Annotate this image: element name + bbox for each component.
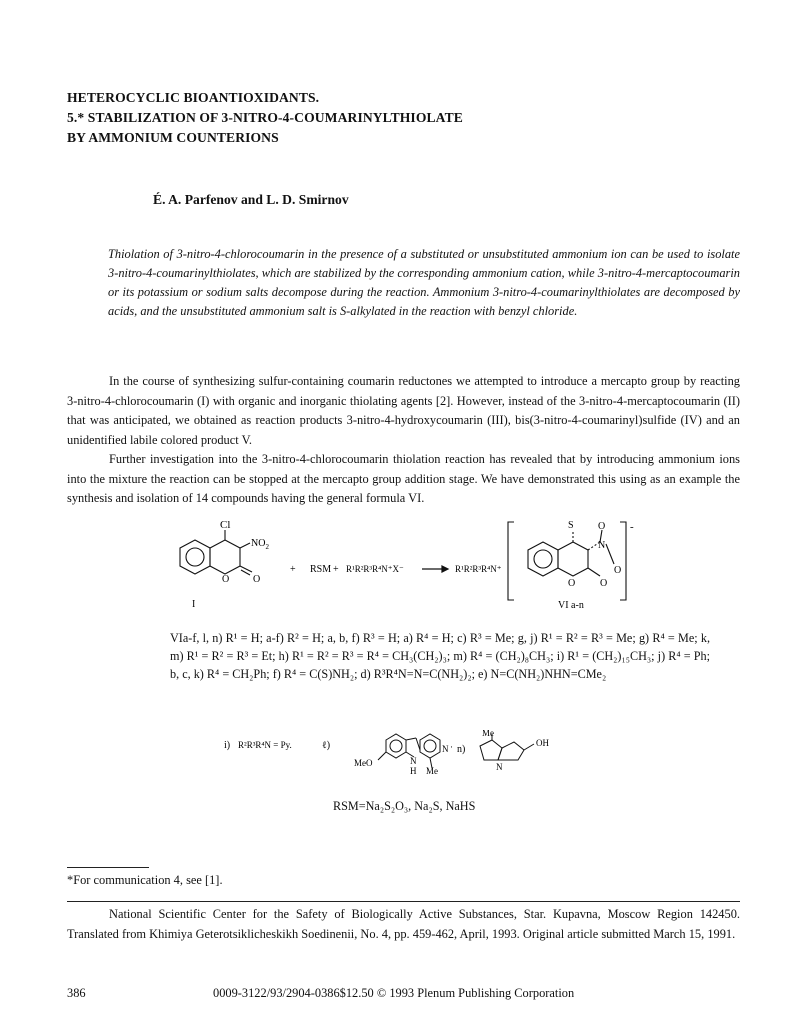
reaction-arrow <box>422 566 448 572</box>
bracket-left <box>508 522 514 600</box>
abstract: Thiolation of 3-nitro-4-chlorocoumarin in the presence of a substituted or unsubstituted ammonium ion can be used to isolate 3-nitro-4-coumarinylthiolates, which are stabilized by the corresponding ammonium cation, while 3-nitro-4-mercaptocoumarin or its potassium or sodium salts decompose during the reaction. Ammonium 3-nitro-4-coumarinylthiolates are decomposed by acids, and the unsubstituted ammonium salt is S-alkylated in the reaction with benzyl chloride. <box>108 247 740 318</box>
carbonyl-o-label: O <box>253 574 261 585</box>
nitro-n-label: N <box>598 540 606 551</box>
title-line-2: 5.* STABILIZATION OF 3-NITRO-4-COUMARINYLTHIOLATE <box>67 110 463 125</box>
substituent-definitions: VIa-f, l, n) R¹ = H; a-f) R² = H; a, b, f) R³ = H; a) R⁴ = H; c) R³ = Me; g, j) R¹ = R² = R³ = Me; g) R⁴ = Me; k, m) R¹ = R² = R³ = Et; h) R¹ = R² = R³ = R⁴ = CH₃(CH₂)₃; m) R⁴ = (CH₂)₈CH₃; i) R¹ = (CH₂)₁₅CH₃; j) R⁴ = Ph; b, c, k) R⁴ = CH₂Ph; f) R⁴ = C(S)NH₂; d) R³R⁴N=N=C(NH₂)₂; e) N=C(NH₂)NHN=CMe₂ <box>170 631 710 681</box>
product-ring-o: O <box>568 578 576 589</box>
label-l: ℓ) <box>322 740 331 751</box>
methyl-label: Me <box>426 766 438 776</box>
coumarin-I-structure <box>180 530 252 575</box>
no2-label: $NO_2$ <box>251 538 269 551</box>
title-line-3: BY AMMONIUM COUNTERIONS <box>67 130 279 145</box>
footnote: *For communication 4, see [1]. <box>67 873 223 887</box>
body-text <box>67 372 740 509</box>
compound-VI-label: VI a-n <box>558 600 584 611</box>
cl-label: Cl <box>220 520 231 531</box>
label-n: n) <box>457 744 466 755</box>
label-i: i) <box>224 740 231 751</box>
title-line-1: HETEROCYCLIC BIOANTIOXIDANTS. <box>67 90 320 105</box>
sulfur-label: S <box>568 520 574 531</box>
methyl-label-2: Me <box>482 730 494 738</box>
affiliation <box>67 905 740 944</box>
bracket-right <box>620 522 626 600</box>
page-number: 386 <box>67 986 86 1000</box>
product-VI-structure <box>528 530 614 576</box>
ring-o-label: O <box>222 574 230 585</box>
pyridine-formula: R²R³R⁴N = Py. <box>238 740 292 750</box>
methoxy-label: MeO <box>354 758 373 768</box>
affiliation-rule <box>67 901 740 902</box>
rsm-definition: RSM=Na₂S₂O₃, Na₂S, NaHS <box>333 799 476 813</box>
anion-charge: - <box>630 521 634 533</box>
lower-structures <box>210 730 590 790</box>
rsm-label: RSM <box>310 564 332 575</box>
pyrrolizidine-n-label: N <box>496 762 503 772</box>
indole-n-label: N <box>410 756 417 766</box>
salt-dot: · <box>450 742 453 752</box>
nitro-o-right: O <box>614 565 622 576</box>
article-title <box>67 88 463 148</box>
paragraph-1: In the course of synthesizing sulfur-containing coumarin reductones we attempted to introduce a mercapto group by reacting 3-nitro-4-chlorocoumarin (I) with organic and inorganic thiolating agents [2]. However, instead of the 3-nitro-4-mercaptocoumarin (II) that was anticipated, we obtained as reaction products 3-nitro-4-hydroxycoumarin (III), bis(3-nitro-4-coumarinyl)sulfide (IV) and an unidentified labile colored product V. <box>67 374 740 447</box>
indole-h-label: H <box>410 766 417 776</box>
plus-sign-1: + <box>290 564 296 575</box>
hydroxyl-label: OH <box>536 738 549 748</box>
footnote-rule <box>67 867 149 868</box>
compound-I-label: I <box>192 599 196 610</box>
paragraph-2: Further investigation into the 3-nitro-4-chlorocoumarin thiolation reaction has revealed that by introducing ammonium ions into the mixture the reaction can be stopped at the mercapto group addition stage. We have demonstrated this using as an example the synthesis and isolation of 14 compounds having the general formula VI. <box>67 452 740 505</box>
product-carbonyl-o: O <box>600 578 608 589</box>
pyridine-n-label: N <box>442 744 449 754</box>
reaction-scheme <box>150 520 740 615</box>
copyright-line: 0009-3122/93/2904-0386$12.50 © 1993 Plenum Publishing Corporation <box>213 986 575 1000</box>
nitro-o-top: O <box>598 521 606 532</box>
plus-sign-2: + <box>333 564 339 575</box>
product-cation: R¹R²R³R⁴N⁺ <box>455 564 502 574</box>
affiliation-text: National Scientific Center for the Safety of Biologically Active Substances, Star. Kupavna, Moscow Region 142450. Translated from Khimiya Geterotsiklicheskikh Soedinenii, No. 4, pp. 459-462, April, 1993. Original article submitted March 15, 1991. <box>67 907 740 941</box>
authors: É. A. Parfenov and L. D. Smirnov <box>153 192 349 207</box>
carboline-structure <box>378 734 440 768</box>
ammonium-reagent: R¹R²R³R⁴N⁺X⁻ <box>346 564 404 574</box>
